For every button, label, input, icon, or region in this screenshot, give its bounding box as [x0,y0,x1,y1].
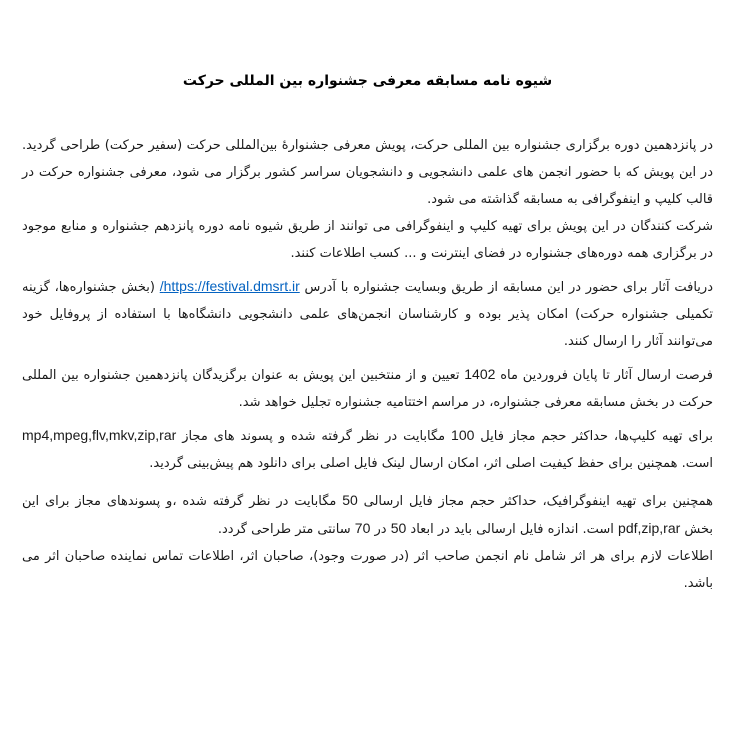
latin-text-run: 1402 [464,366,496,382]
text-run: است. همچنین برای حفظ کیفیت اصلی اثر، امکان ارسال لینک فایل اصلی برای دانلود هم پیش‌بینی گردید. [149,456,713,471]
text-run: مگابایت در نظر گرفته شده ،و پسوندهای مجاز برای این بخش [22,494,713,537]
text-run: همچنین برای تهیه اینفوگرافیک، حداکثر حجم مجاز فایل ارسالی [357,494,713,509]
text-run: تعیین و از منتخبین این پویش به عنوان برگزیدگان پانزدهمین جشنواره بین المللی حرکت در بخش مسابقه معرفی جشنواره، در مراسم اختتامیه جشنواره تجلیل خواهد شد. [22,368,713,410]
latin-text-run: 50 [342,492,358,508]
text-run: سانتی متر طراحی گردد. [217,522,355,537]
latin-text-run: 50 [390,520,407,536]
document-body [22,132,713,597]
paragraph [22,213,713,267]
paragraph [22,273,713,355]
text-run: شرکت کنندگان در این پویش برای تهیه کلیپ و اینفوگرافی می توانند از طریق شیوه نامه دوره پانزدهم جشنواره و منابع موجود در برگزاری همه دوره‌های جشنواره در فضای اینترنت و ... کسب اطلاعات کنند. [22,219,713,261]
paragraph [22,543,713,597]
paragraph [22,132,713,213]
latin-text-run: 100 [451,427,475,443]
paragraph [22,422,713,477]
festival-website-link[interactable]: https://festival.dmsrt.ir/ [159,278,300,294]
paragraph [22,487,713,543]
text-run: در [370,522,391,537]
latin-text-run: pdf,zip,rar [618,520,681,536]
text-run: برای تهیه کلیپ‌ها، حداکثر حجم مجاز فایل [474,429,713,444]
text-run: در پانزدهمین دوره برگزاری جشنواره بین المللی حرکت، پویش معرفی جشنوارهٔ بین‌المللی حرکت (سفیر حرکت) طراحی گردید. در این پویش که با حضور انجمن های علمی دانشجویی و دانشجویان سراسر کشور برگزار می شود، معرفی جشنواره حرکت در قالب کلیپ و اینفوگرافی به مسابقه گذاشته می شود. [22,138,713,207]
latin-text-run: 70 [354,520,371,536]
text-run: (بخش جشنواره‌ها، گزینه تکمیلی جشنواره حرکت) امکان پذیر بوده و کارشناسان انجمن‌های علمی دانشجویی دانشگاه‌ها با استفاده از پروفایل خود می‌توانند آثار را ارسال کنند. [22,280,713,349]
text-run: اطلاعات لازم برای هر اثر شامل نام انجمن صاحب اثر (در صورت وجود)، صاحبان اثر، اطلاعات تماس نماینده صاحبان اثر می باشد. [22,549,713,591]
text-run: مگابایت در نظر گرفته شده و پسوند های مجاز [176,429,452,444]
text-run: است. اندازه فایل ارسالی باید در ابعاد [406,522,619,537]
latin-text-run: mp4,mpeg,flv,mkv,zip,rar [22,427,177,443]
document-title: شیوه نامه مسابقه معرفی جشنواره بین المللی حرکت [182,73,553,89]
text-run: فرصت ارسال آثار تا پایان فروردین ماه [495,368,713,383]
text-run: دریافت آثار برای حضور در این مسابقه از طریق وبسایت جشنواره با آدرس [299,280,713,295]
paragraph [22,361,713,416]
